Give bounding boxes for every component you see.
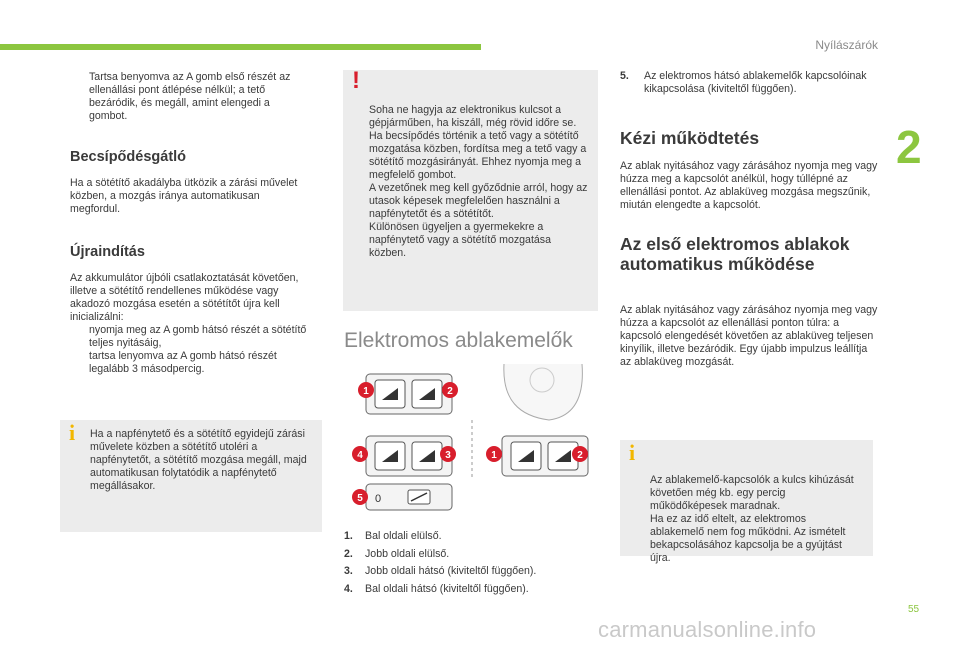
info-icon: i <box>629 440 636 465</box>
restart-bullet-text: tartsa lenyomva az A gomb hátsó részét legalább 3 másodpercig. <box>89 350 277 375</box>
warning-icon: ! <box>352 67 360 94</box>
callout-label: 5 <box>357 493 363 504</box>
info-text: Ha a napfénytető és a sötétítő egyidejű zárási művelete közben a sötétítő utoléri a napfénytetőt, a sötétítő mozgása megáll, majd automatikusan folytatódik a napfénytető megállásakor. <box>90 428 307 492</box>
callout-label: 4 <box>357 450 363 461</box>
info-icon: i <box>69 420 76 445</box>
switch-list <box>344 528 536 598</box>
list-text: Bal oldali hátsó (kiviteltől függően). <box>365 582 529 595</box>
auto-text: Az ablak nyitásához vagy zárásához nyomja meg vagy húzza a kapcsolót az ellenállási ponton túlra: a kapcsoló elengedését követően az ablaküveg teljesen kinyílik, illetve bezáródik. Egy újabb impulzus leállítja az ablaküveg mozgását. <box>620 304 878 368</box>
restart-text: Az akkumulátor újbóli csatlakoztatását követően, illetve a sötétítő rendellenes működése vagy akadozó mozgása esetén a sötétítőt újra kell inicializálni: <box>70 272 299 323</box>
list-text: Jobb oldali elülső. <box>365 547 450 560</box>
intro-text: Tartsa benyomva az A gomb első részét az ellenállási pont átlépése nélkül; a tető bezáródik, és megáll, amint elengedi a gombot. <box>89 71 291 122</box>
info-box-sunroof <box>60 420 322 532</box>
page-number: 55 <box>908 604 920 615</box>
callout-label: 1 <box>491 450 497 461</box>
list-item <box>344 581 536 599</box>
intro-bullet <box>70 71 310 123</box>
list-item <box>344 563 536 581</box>
info-text: Az ablakemelő-kapcsolók a kulcs kihúzását követően még kb. egy percig működőképesek maradnak. Ha ez az idő eltelt, az elektromos ablakemelő nem fog működni. Az ismételt bekapcsolásához kapcsolja be a gyújtást újra. <box>650 474 854 564</box>
callout-label: 3 <box>445 450 451 461</box>
anti-pinch-title: Becsípődésgátló <box>70 149 187 165</box>
list-num: 4. <box>344 582 353 595</box>
anti-pinch-text: Ha a sötétítő akadályba ütközik a zárási művelet közben, a mozgás iránya automatikusan megfordul. <box>70 177 298 215</box>
list-num: 5. <box>620 70 629 82</box>
windows-title: Elektromos ablakemelők <box>344 329 573 352</box>
manual-title: Kézi működtetés <box>620 128 760 148</box>
section-title: Nyílászárók <box>815 38 878 52</box>
restart-title: Újraindítás <box>70 244 145 260</box>
callout-label: 1 <box>363 386 369 397</box>
info-box-switches <box>620 440 873 564</box>
column-3 <box>620 70 878 369</box>
window-switches-figure <box>344 360 600 520</box>
item-5 <box>620 70 878 96</box>
watermark: carmanualsonline.info <box>598 617 817 642</box>
warning-box <box>343 67 598 311</box>
item-5-text: Az elektromos hátsó ablakemelők kapcsolóinak kikapcsolása (kiviteltől függően). <box>644 70 867 95</box>
auto-title: Az első elektromos ablakok automatikus működése <box>620 234 850 274</box>
list-num: 1. <box>344 530 353 542</box>
list-text: Bal oldali elülső. <box>365 530 442 542</box>
chapter-number: 2 <box>896 121 922 173</box>
switch-label: 0 <box>375 493 382 505</box>
manual-text: Az ablak nyitásához vagy zárásához nyomja meg vagy húzza meg a kapcsolót anélkül, hogy túllépné az ellenállási pontot. Az ablaküveg mozgása megszűnik, miután elengedte a kapcsolót. <box>620 160 878 211</box>
restart-bullet-2 <box>70 350 310 376</box>
warning-text: Soha ne hagyja az elektronikus kulcsot a gépjárműben, ha kiszáll, még rövid időre se. Ha becsípődés történik a tető vagy a sötétítő mozgatása közben, fordítsa meg a tető vagy a sötétítő mozgásirányát. Ehhez nyomja meg a megfelelő gombot. A vezetőnek meg kell győződnie arról, hogy az utasok képesek megfelelően használni a napfénytetőt és a sötétítőt. Különösen ügyeljen a gyermekekre a napfénytető vagy a sötétítő mozgatása közben. <box>369 104 588 259</box>
header-accent-bar <box>0 44 481 50</box>
callout-label: 2 <box>577 450 583 461</box>
restart-bullet-1 <box>70 324 310 350</box>
list-item <box>344 528 536 546</box>
list-item <box>344 546 536 564</box>
list-num: 2. <box>344 547 353 560</box>
callout-label: 2 <box>447 386 453 397</box>
list-num: 3. <box>344 565 353 577</box>
column-1 <box>70 71 310 376</box>
list-text: Jobb oldali hátsó (kiviteltől függően). <box>365 565 537 577</box>
restart-bullet-text: nyomja meg az A gomb hátsó részét a sötétítő teljes nyitásáig, <box>89 324 307 349</box>
